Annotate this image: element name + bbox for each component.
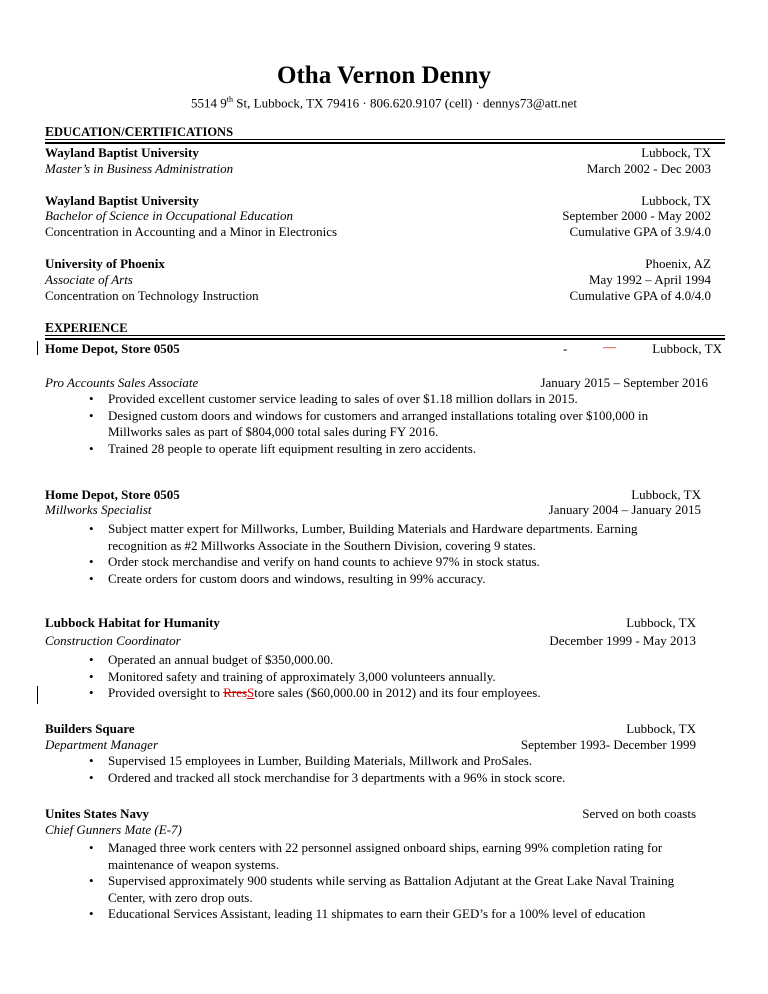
- change-bar: [37, 686, 38, 704]
- bullet-item: • Create orders for custom doors and windows, resulting in 99% accuracy.: [78, 571, 698, 588]
- school-name: Wayland Baptist University: [45, 193, 199, 208]
- employer-location: Lubbock, TX: [626, 721, 696, 736]
- section-divider: [45, 142, 725, 144]
- experience-heading: EXPERIENCE: [45, 320, 128, 335]
- bullet-item: • Supervised 15 employees in Lumber, Building Materials, Millwork and ProSales.: [78, 753, 698, 770]
- school-location: Phoenix, AZ: [645, 256, 711, 271]
- degree-detail: Concentration in Accounting and a Minor in Electronics: [45, 224, 338, 239]
- employer-location: Lubbock, TX: [631, 487, 701, 502]
- contact-line: 5514 9th St, Lubbock, TX 79416 · 806.620.9107 (cell) · dennys73@att.net: [191, 95, 577, 111]
- employer-name: Unites States Navy: [45, 806, 149, 821]
- school-name: University of Phoenix: [45, 256, 165, 271]
- job-title: Chief Gunners Mate (E-7): [45, 822, 182, 837]
- section-divider: [45, 338, 725, 340]
- job-bullets: [78, 391, 698, 457]
- job-title: Pro Accounts Sales Associate: [45, 375, 199, 390]
- employer-name: Home Depot, Store 0505: [45, 487, 180, 502]
- degree-dates: September 2000 - May 2002: [562, 208, 711, 223]
- employer-name: Builders Square: [45, 721, 135, 736]
- deleted-text: Rres: [223, 685, 248, 700]
- job-title: Department Manager: [45, 737, 159, 752]
- candidate-name: Otha Vernon Denny: [277, 62, 491, 89]
- bullet-item: • Order stock merchandise and verify on hand counts to achieve 97% in stock status.: [78, 554, 698, 571]
- employer-location: Served on both coasts: [582, 806, 696, 821]
- bullet-item: • Designed custom doors and windows for customers and arranged installations totaling over $100,000 in Millworks sales as part of $804,000 total sales during FY 2016.: [78, 408, 698, 441]
- job-dates: September 1993- December 1999: [520, 737, 696, 752]
- job-title: Millworks Specialist: [45, 502, 152, 517]
- change-bar: [37, 341, 38, 355]
- red-revision-dash: —: [603, 339, 616, 354]
- employer-location: Lubbock, TX: [652, 341, 722, 356]
- section-divider: [45, 139, 725, 140]
- school-location: Lubbock, TX: [641, 193, 711, 208]
- job-dates: January 2015 – September 2016: [540, 375, 708, 390]
- employer-name: Home Depot, Store 0505: [45, 341, 180, 356]
- bullet-item: • Provided oversight to RresStore sales ($60,000.00 in 2012) and its four employees.: [78, 685, 698, 702]
- bullet-item: • Operated an annual budget of $350,000.00.: [78, 652, 698, 669]
- school-location: Lubbock, TX: [641, 145, 711, 160]
- bullet-item: • Educational Services Assistant, leading 11 shipmates to earn their GED’s for a 100% level of education: [78, 906, 710, 923]
- job-bullets: [78, 521, 698, 587]
- education-heading: EDUCATION/CERTIFICATIONS: [45, 124, 234, 139]
- bullet-item: • Subject matter expert for Millworks, Lumber, Building Materials and Hardware departments. Earning recognition as #2 Millworks Associate in the Southern Division, covering 9 states.: [78, 521, 698, 554]
- bullet-item: • Monitored safety and training of approximately 3,000 volunteers annually.: [78, 669, 698, 686]
- bullet-item: • Supervised approximately 900 students while serving as Battalion Adjutant at the Great Lake Naval Training Center, with zero drop outs.: [78, 873, 710, 906]
- degree: Master’s in Business Administration: [45, 161, 234, 176]
- job-bullets: [78, 652, 698, 702]
- job-title: Construction Coordinator: [45, 633, 181, 648]
- dash: -: [563, 341, 568, 356]
- degree-detail: Concentration on Technology Instruction: [45, 288, 259, 303]
- job-bullets: [78, 753, 698, 786]
- employer-name: Lubbock Habitat for Humanity: [45, 615, 220, 630]
- school-name: Wayland Baptist University: [45, 145, 199, 160]
- section-divider: [45, 335, 725, 336]
- employer-location: Lubbock, TX: [626, 615, 696, 630]
- bullet-item: • Provided excellent customer service leading to sales of over $1.18 million dollars in 2015.: [78, 391, 698, 408]
- degree-dates: May 1992 – April 1994: [588, 272, 711, 287]
- degree-dates: March 2002 - Dec 2003: [586, 161, 711, 176]
- gpa: Cumulative GPA of 3.9/4.0: [569, 224, 711, 239]
- job-dates: December 1999 - May 2013: [549, 633, 696, 648]
- degree: Bachelor of Science in Occupational Education: [45, 208, 294, 223]
- job-bullets: [78, 840, 710, 923]
- bullet-item: • Trained 28 people to operate lift equipment resulting in zero accidents.: [78, 441, 698, 458]
- bullet-item: • Ordered and tracked all stock merchandise for 3 departments with a 96% in stock score.: [78, 770, 698, 787]
- job-dates: January 2004 – January 2015: [548, 502, 701, 517]
- gpa: Cumulative GPA of 4.0/4.0: [569, 288, 711, 303]
- inserted-text: S: [247, 685, 255, 700]
- degree: Associate of Arts: [45, 272, 133, 287]
- bullet-item: • Managed three work centers with 22 personnel assigned onboard ships, earning 99% completion rating for maintenance of weapon systems.: [78, 840, 710, 873]
